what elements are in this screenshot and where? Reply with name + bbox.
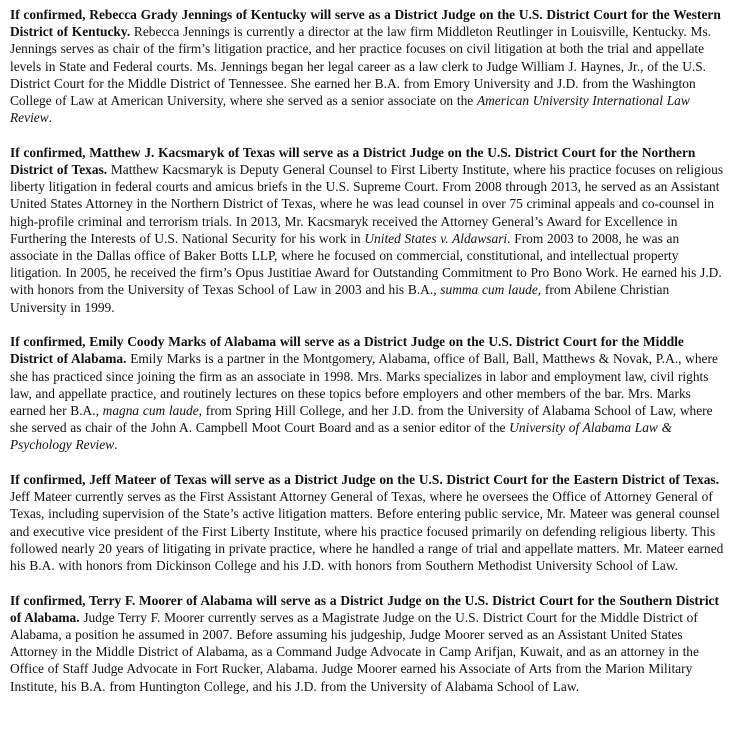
nominee-lead-sentence: If confirmed, Terry F. Moorer of Alabama will serve as a District Judge on the U.S. District Court for the Southern District of Alabama. — [10, 592, 719, 625]
nominee-bio-text: Jeff Mateer currently serves as the First Assistant Attorney General of Texas, where he oversees the Office of Attorney General of Texas, including supervision of the State’s active litigation matters. Before entering public service, Mr. Mateer was general counsel and executive vice president of the First Liberty Institute, where his practice focused primarily on defending religious liberty. This followed nearly 20 years of litigating in private practice, where he handled a range of trial and appellate matters. Mr. Mateer earned his B.A. with honors from Dickinson College and his J.D. with honors from Southern Methodist University School of Law. — [10, 489, 724, 574]
nominee-lead-sentence: If confirmed, Matthew J. Kacsmaryk of Texas will serve as a District Judge on the U.S. District Court for the Northern District of Texas. — [10, 144, 696, 178]
nominee-paragraph-marks — [10, 333, 729, 453]
nominee-bio-italic: summa cum laude, — [440, 282, 542, 298]
nominee-paragraph-mateer — [10, 471, 729, 574]
nominee-lead-sentence: If confirmed, Emily Coody Marks of Alabama will serve as a District Judge on the U.S. District Court for the Middle District of Alabama. — [10, 334, 684, 367]
nominee-bio-text: from Abilene Christian University in 1999. — [10, 282, 670, 315]
nominee-bio-text: from Spring Hill College, and her J.D. from the University of Alabama School of Law, where she served as chair of the John A. Campbell Moot Court Board and as a senior editor of the — [10, 403, 713, 436]
nominee-bio-text: . — [48, 110, 53, 126]
nominee-bio-italic: American University International Law Review — [10, 93, 690, 126]
nominee-paragraph-kacsmaryk — [10, 144, 729, 316]
nominee-lead-sentence: If confirmed, Rebecca Grady Jennings of Kentucky will serve as a District Judge on the U.S. District Court for the Western District of Kentucky. — [10, 7, 721, 40]
nominee-bio-italic: magna cum laude, — [102, 403, 203, 419]
nominee-bio-text: Matthew Kacsmaryk is Deputy General Counsel to First Liberty Institute, where his practice focuses on religious liberty litigation in federal courts and amicus briefs in the U.S. Supreme Court. From 2008 through 2013, he served as an Assistant United States Attorney in the Northern District of Texas, where he was lead counsel in over 75 criminal appeals and co-counsel in high-profile criminal and terrorism trials. In 2013, Mr. Kacsmaryk received the Attorney General’s Award for Excellence in Furthering the Interests of U.S. National Security for his work in — [10, 162, 724, 246]
nominee-bio-italic: United States v. Aldawsari — [364, 230, 508, 246]
nominee-bio-text: Emily Marks is a partner in the Montgomery, Alabama, office of Ball, Ball, Matthews & Novak, P.A., where she has practiced since joining the firm as an associate in 1998. Mrs. Marks specializes in labor and employment law, civil rights law, and appellate practice, and routinely lectures on these topics before employers and other members of the bar. Mrs. Marks earned her B.A., — [10, 351, 718, 419]
nominee-bio-text: . From 2003 to 2008, he was an associate in the Dallas office of Baker Botts LLP, where he focused on commercial, constitutional, and intellectual property litigation. In 2005, he received the firm’s Opus Justitiae Award for Outstanding Commitment to Pro Bono Work. He earned his J.D. with honors from the University of Texas School of Law in 2003 and his B.A., — [10, 230, 722, 298]
nominee-paragraph-moorer — [10, 592, 729, 695]
nominee-bio-text: . — [114, 437, 118, 453]
nominee-paragraph-jennings — [10, 6, 729, 126]
nominee-bio-text: Rebecca Jennings is currently a director at the law firm Middleton Reutlinger in Louisville, Kentucky. Ms. Jennings serves as chair of the firm’s litigation practice, and her practice focuses on civil litigation at both the trial and appellate levels in State and Federal courts. Ms. Jennings began her legal career as a law clerk to Judge William J. Haynes, Jr., of the U.S. District Court for the Middle District of Tennessee. She earned her B.A. from Emory University and J.D. from the Washington College of Law at American University, where she served as a senior associate on the — [10, 24, 711, 109]
nominee-bio-italic: University of Alabama Law & Psychology Review — [10, 420, 673, 453]
nominee-bio-text: Judge Terry F. Moorer currently serves as a Magistrate Judge on the U.S. District Court for the Middle District of Alabama, a position he assumed in 2007. Before assuming his judgeship, Judge Moorer served as an Assistant United States Attorney in the Middle District of Alabama, as a Command Judge Advocate in Camp Arifjan, Kuwait, and as an attorney in the Office of Staff Judge Advocate in Fort Rucker, Alabama. Judge Moorer earned his Associate of Arts from the Marion Military Institute, his B.A. from Huntington College, and his J.D. from the University of Alabama School of Law. — [10, 609, 699, 694]
nominee-lead-sentence: If confirmed, Jeff Mateer of Texas will serve as a District Judge on the U.S. District Court for the Eastern District of Texas. — [10, 472, 719, 488]
